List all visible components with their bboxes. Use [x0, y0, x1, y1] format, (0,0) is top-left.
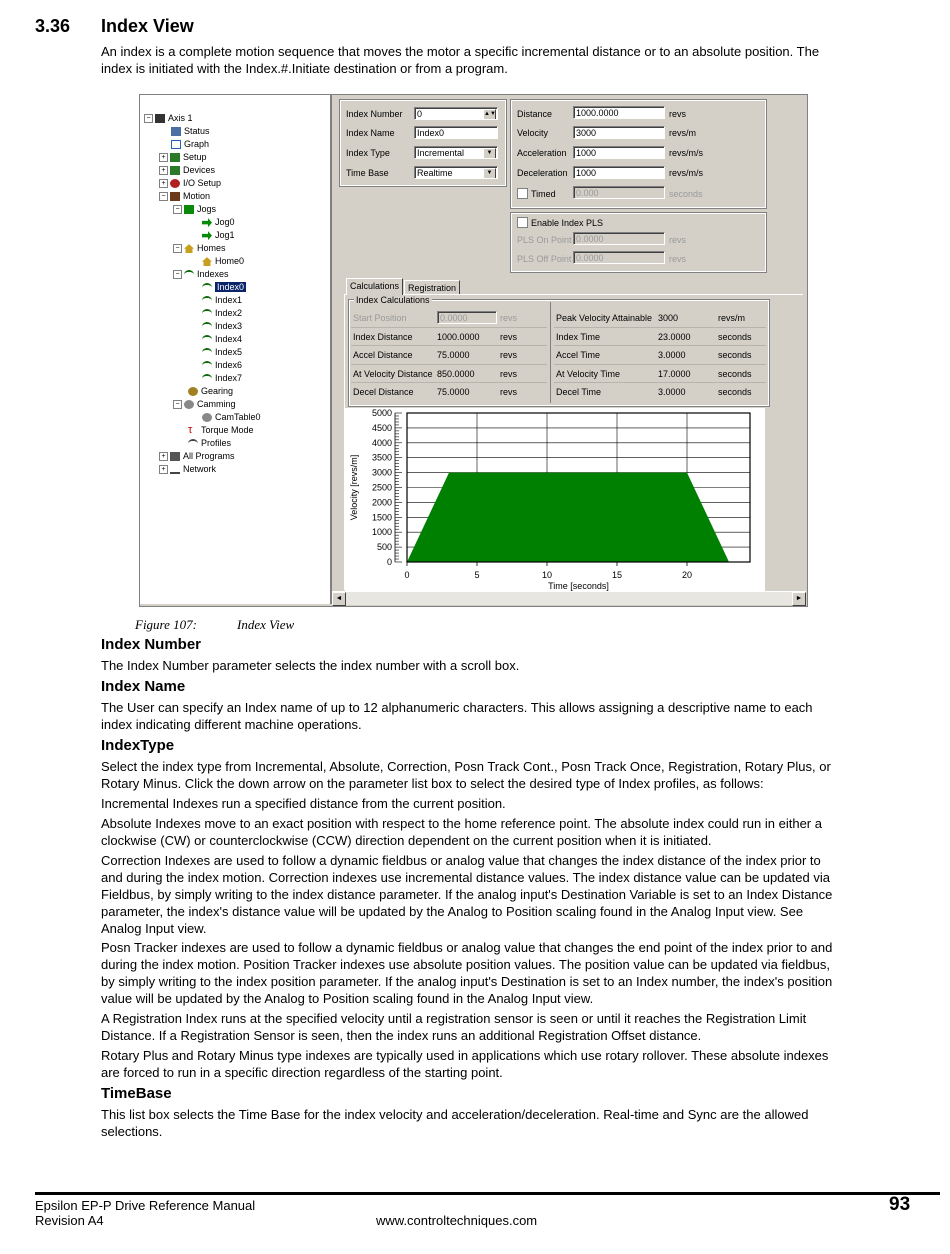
- spin-arrows-icon[interactable]: ▲▼: [483, 109, 496, 120]
- paragraph-index-type-4: Correction Indexes are used to follow a dynamic fieldbus or analog value that changes the index distance of the index prior to and during the index motion. Correction indexes use incremental distance values. The index distance value can be updated via Fieldbus, by simply writing to the index distance parameter. If the analog input's Destination Variable is set to an Index Distance parameter, the index's distance value will be updated by the Analog to Position scaling found in the Analog Input view. See Analog Input view.: [101, 853, 833, 936]
- acceleration-field[interactable]: 1000: [573, 146, 665, 159]
- setup-icon: [170, 153, 180, 162]
- tree-item-index[interactable]: [202, 307, 242, 319]
- pls-on-field[interactable]: 0.0000: [573, 232, 665, 245]
- calc-row-divider: [351, 345, 547, 346]
- calc-value: 3.0000: [658, 350, 686, 360]
- index-profile-icon: [202, 348, 212, 357]
- tree-item-gearing[interactable]: Gearing: [188, 385, 233, 397]
- calc-unit: revs: [500, 368, 518, 379]
- calc-unit: seconds: [718, 368, 752, 379]
- collapse-icon[interactable]: −: [173, 205, 182, 214]
- tree-item-axis[interactable]: − Axis 1: [144, 112, 193, 124]
- calc-row-divider: [351, 364, 547, 365]
- tree-item-motion[interactable]: − Motion: [159, 190, 210, 202]
- pls-off-unit: revs: [669, 254, 687, 264]
- figure-title: Index View: [237, 617, 295, 632]
- timed-field[interactable]: 0.000: [573, 186, 665, 199]
- acceleration-unit: revs/m/s: [669, 148, 704, 158]
- calc-row-divider: [554, 364, 766, 365]
- y-tick-label: 2000: [371, 497, 392, 508]
- tree-item-label: Index5: [215, 347, 243, 357]
- heading-index-number: Index Number: [101, 636, 202, 653]
- y-tick-label: 4000: [371, 437, 392, 448]
- expand-icon[interactable]: +: [159, 465, 168, 474]
- tree-item-index[interactable]: [202, 333, 242, 345]
- index-profile-icon: [202, 283, 212, 292]
- deceleration-label: Deceleration: [517, 168, 568, 178]
- x-tick-label: 5: [474, 570, 480, 580]
- x-tick-label: 10: [541, 570, 553, 580]
- pls-off-field[interactable]: 0.0000: [573, 251, 665, 264]
- page-number: 93: [889, 1194, 911, 1215]
- calc-unit: revs: [500, 331, 518, 342]
- index-profile-icon: [202, 296, 212, 305]
- pls-on-label: PLS On Point: [517, 235, 572, 245]
- x-tick-label: 15: [611, 570, 623, 580]
- tree-item-home0[interactable]: Home0: [202, 255, 244, 267]
- tree-item-index[interactable]: [202, 294, 242, 306]
- y-tick-label: 1000: [371, 527, 392, 538]
- index-profile-icon: [202, 322, 212, 331]
- chevron-down-icon[interactable]: ▼: [483, 148, 496, 159]
- tree-item-profiles[interactable]: Profiles: [188, 437, 231, 449]
- tab-registration[interactable]: Registration: [404, 280, 460, 295]
- index-profile-icon: [202, 335, 212, 344]
- index-type-label: Index Type: [346, 148, 390, 158]
- paragraph-index-type-3: Absolute Indexes move to an exact position with respect to the home reference point. The absolute index could run in either a clockwise (CW) or counterclockwise (CCW) direction dependent on the current position when it is initiated.: [101, 816, 822, 848]
- heading-time-base: TimeBase: [101, 1085, 172, 1102]
- y-tick-label: 1500: [371, 512, 392, 523]
- index-name-label: Index Name: [346, 128, 395, 138]
- home-icon: [202, 257, 212, 266]
- collapse-icon[interactable]: −: [144, 114, 153, 123]
- tree-item-jog0[interactable]: Jog0: [202, 216, 235, 228]
- calc-label: Accel Time: [556, 350, 601, 360]
- x-axis-label: Time [seconds]: [548, 581, 609, 591]
- distance-label: Distance: [517, 109, 553, 119]
- motion-icon: [170, 192, 180, 201]
- calc-row-divider: [351, 382, 547, 383]
- drive-icon: [155, 114, 165, 123]
- tree-item-index[interactable]: [202, 346, 242, 358]
- velocity-area: [407, 473, 729, 562]
- cam-table-icon: [202, 413, 212, 422]
- velocity-profile-chart: [345, 408, 765, 593]
- paragraph-index-type-6: A Registration Index runs at the specified velocity until a registration sensor is seen or until it reaches the Registration Limit Distance. If a Registration Sensor is seen, then the index runs an additional Registration Offset distance.: [101, 1011, 807, 1043]
- velocity-field[interactable]: 3000: [573, 126, 665, 139]
- tree-item-camming[interactable]: − Camming: [173, 398, 236, 410]
- collapse-icon[interactable]: −: [159, 192, 168, 201]
- paragraph-index-name: The User can specify an Index name of up to 12 alphanumeric characters. This allows assigning a descriptive name to each index indicating different machine operations.: [101, 700, 813, 732]
- tree-item-all-programs[interactable]: + All Programs: [159, 450, 235, 462]
- tree-item-label: Index4: [215, 334, 243, 344]
- expand-icon[interactable]: +: [159, 166, 168, 175]
- collapse-icon[interactable]: −: [173, 244, 182, 253]
- time-base-select[interactable]: Realtime ▼: [414, 166, 498, 179]
- heading-index-type: IndexType: [101, 737, 175, 754]
- calc-value: 75.0000: [437, 350, 470, 360]
- deceleration-unit: revs/m/s: [669, 168, 704, 178]
- enable-pls-checkbox[interactable]: [517, 217, 528, 228]
- time-base-label: Time Base: [346, 168, 389, 178]
- index-profile-icon: [202, 361, 212, 370]
- tree-item-setup[interactable]: + Setup: [159, 151, 207, 163]
- footer-url: www.controltechniques.com: [376, 1213, 538, 1228]
- calc-unit: revs: [500, 387, 518, 397]
- tree-item-label: Index3: [215, 321, 243, 331]
- tree-item-camtable0[interactable]: CamTable0: [202, 411, 261, 423]
- tree-item-index[interactable]: [202, 359, 242, 371]
- program-icon: [170, 452, 180, 461]
- calc-label: Start Position: [353, 313, 407, 323]
- tree-item-io-setup[interactable]: + I/O Setup: [159, 177, 221, 189]
- calc-unit: revs/m: [718, 313, 745, 323]
- scroll-left-icon[interactable]: ◄: [332, 592, 346, 606]
- section-number: 3.36: [35, 16, 71, 36]
- timed-unit: seconds: [669, 189, 703, 199]
- distance-field[interactable]: 1000.0000: [573, 106, 665, 119]
- tree-item-jogs[interactable]: − Jogs: [173, 203, 216, 215]
- paragraph-index-type-2: Incremental Indexes run a specified distance from the current position.: [101, 796, 506, 811]
- gear-icon: [188, 387, 198, 396]
- home-icon: [184, 244, 194, 253]
- index-type-select[interactable]: Incremental ▼: [414, 146, 498, 159]
- calc-row-divider: [554, 382, 766, 383]
- tree-item-label: Index2: [215, 308, 243, 318]
- timed-checkbox[interactable]: [517, 188, 528, 199]
- calc-divider: [550, 302, 551, 403]
- enable-pls-label: Enable Index PLS: [531, 218, 604, 228]
- tree-item-label: Index1: [215, 295, 243, 305]
- calc-unit: seconds: [718, 387, 752, 397]
- paragraph-time-base: This list box selects the Time Base for the index velocity and acceleration/deceleration. Real-time and Sync are the allowed selections.: [101, 1107, 809, 1139]
- footer-rule: [35, 1192, 940, 1195]
- calc-label: At Velocity Distance: [353, 368, 433, 379]
- calc-label: Decel Distance: [353, 387, 414, 397]
- figure-number: Figure 107:: [135, 617, 197, 632]
- io-icon: [170, 179, 180, 188]
- index-view-screenshot: [139, 94, 808, 607]
- calc-label: Index Distance: [353, 331, 413, 342]
- paragraph-index-number: The Index Number parameter selects the index number with a scroll box.: [101, 658, 520, 673]
- y-tick-label: 500: [376, 542, 392, 553]
- tree-item-devices[interactable]: + Devices: [159, 164, 215, 176]
- tree-item-torque-mode[interactable]: τ Torque Mode: [188, 424, 254, 437]
- calc-label: Decel Time: [556, 387, 602, 397]
- tree-item-index[interactable]: [202, 372, 242, 384]
- timed-label: Timed: [531, 189, 556, 199]
- calc-unit: revs: [500, 350, 518, 360]
- collapse-icon[interactable]: −: [173, 270, 182, 279]
- y-tick-label: 4500: [371, 422, 392, 433]
- y-tick-label: 0: [386, 557, 392, 567]
- calc-unit: revs: [500, 313, 518, 323]
- expand-icon[interactable]: +: [159, 452, 168, 461]
- section-title: Index View: [101, 16, 194, 36]
- pls-on-unit: revs: [669, 235, 687, 245]
- tree-item-indexes[interactable]: − Indexes: [173, 268, 229, 280]
- index-name-field[interactable]: Index0: [414, 126, 498, 139]
- tree-item-network[interactable]: + Network: [159, 463, 216, 475]
- collapse-icon[interactable]: −: [173, 400, 182, 409]
- cam-icon: [184, 400, 194, 409]
- navigation-tree: [140, 95, 332, 604]
- expand-icon[interactable]: +: [159, 153, 168, 162]
- deceleration-field[interactable]: 1000: [573, 166, 665, 179]
- y-axis-label: Velocity [revs/m]: [349, 454, 359, 521]
- x-tick-label: 20: [681, 570, 693, 580]
- tree-item-label: Index7: [215, 373, 243, 383]
- acceleration-label: Acceleration: [517, 148, 567, 158]
- status-icon: [171, 127, 181, 136]
- calc-row-divider: [554, 345, 766, 346]
- network-icon: [170, 465, 180, 474]
- devices-icon: [170, 166, 180, 175]
- horizontal-scrollbar[interactable]: [332, 591, 806, 605]
- index-profile-icon: [202, 374, 212, 383]
- torque-icon: τ: [188, 424, 193, 437]
- expand-icon[interactable]: +: [159, 179, 168, 188]
- arrow-right-icon: [202, 218, 212, 227]
- calc-value: 3.0000: [658, 387, 686, 397]
- velocity-label: Velocity: [517, 128, 549, 138]
- footer-revision: Revision A4: [35, 1213, 104, 1228]
- arrow-right-icon: [202, 231, 212, 240]
- footer-manual-title: Epsilon EP-P Drive Reference Manual: [35, 1198, 256, 1213]
- calc-unit: seconds: [718, 331, 752, 342]
- calc-value: 23.0000: [658, 331, 691, 342]
- x-tick-label: 0: [404, 570, 410, 580]
- calc-value: 3000: [658, 313, 679, 323]
- tree-item-index[interactable]: [202, 320, 242, 332]
- y-tick-label: 2500: [371, 482, 392, 493]
- calc-label: Index Time: [556, 331, 601, 342]
- chevron-down-icon[interactable]: ▼: [483, 168, 496, 179]
- tree-item-homes[interactable]: − Homes: [173, 242, 226, 254]
- distance-unit: revs: [669, 109, 687, 119]
- paragraph-index-type-7: Rotary Plus and Rotary Minus type indexes are typically used in applications which use rotary rollover. These absolute indexes are forced to run in a specific direction regardless of the starting point.: [101, 1048, 829, 1080]
- tree-item-graph[interactable]: Graph: [171, 138, 209, 150]
- calc-row-divider: [351, 327, 547, 328]
- profiles-icon: [188, 439, 198, 448]
- calc-value: 75.0000: [437, 387, 470, 397]
- calc-row-divider: [554, 327, 766, 328]
- scroll-right-icon[interactable]: ►: [792, 592, 806, 606]
- index-number-spinner[interactable]: 0 ▲▼: [414, 107, 498, 120]
- tree-item-jog1[interactable]: Jog1: [202, 229, 235, 241]
- index-profile-icon: [202, 309, 212, 318]
- velocity-unit: revs/m: [669, 128, 696, 138]
- pls-off-label: PLS Off Point: [517, 254, 572, 264]
- tree-item-status[interactable]: Status: [171, 125, 210, 137]
- intro-paragraph: An index is a complete motion sequence that moves the motor a specific incremental distance or to an absolute position. The index is initiated with the Index.#.Initiate destination or from a program.: [101, 44, 820, 76]
- start-position-field[interactable]: 0.0000: [437, 311, 497, 324]
- calc-value: 17.0000: [658, 368, 691, 379]
- tree-item-label: Index0: [217, 282, 245, 292]
- calc-label: Peak Velocity Attainable: [556, 313, 653, 323]
- paragraph-index-type-1: Select the index type from Incremental, Absolute, Correction, Posn Track Cont., Posn Track Once, Registration, Rotary Plus, or Rotary Minus. Click the down arrow on the parameter list box to select the desired type of Index profiles, as follows:: [101, 759, 831, 791]
- tree-item-label: Index6: [215, 360, 243, 370]
- calc-label: At Velocity Time: [556, 368, 621, 379]
- index-number-label: Index Number: [346, 109, 403, 119]
- index-calculations-title: Index Calculations: [356, 295, 430, 305]
- heading-index-name: Index Name: [101, 678, 186, 695]
- calc-value: 1000.0000: [437, 331, 480, 342]
- index-profile-icon: [184, 270, 194, 279]
- tab-calculations[interactable]: Calculations: [346, 278, 403, 295]
- y-tick-label: 5000: [371, 408, 392, 418]
- jog-icon: [184, 205, 194, 214]
- paragraph-index-type-5: Posn Tracker indexes are used to follow a dynamic fieldbus or analog value that changes the end point of the index prior to and during the index motion. Position Tracker indexes use absolute position values. The position value can be updated via fieldbus, by simply writing to the index position parameter. If the analog input's Destination is set to an Index number, the index's position value will be updated by the Analog to Position scaling found in the Analog Input view.: [101, 940, 833, 1006]
- graph-icon: [171, 140, 181, 149]
- calc-value: 850.0000: [437, 368, 475, 379]
- calc-label: Accel Distance: [353, 350, 413, 360]
- tree-item-index[interactable]: [202, 281, 246, 293]
- calc-unit: seconds: [718, 350, 752, 360]
- y-tick-label: 3000: [371, 467, 392, 478]
- y-tick-label: 3500: [371, 452, 392, 463]
